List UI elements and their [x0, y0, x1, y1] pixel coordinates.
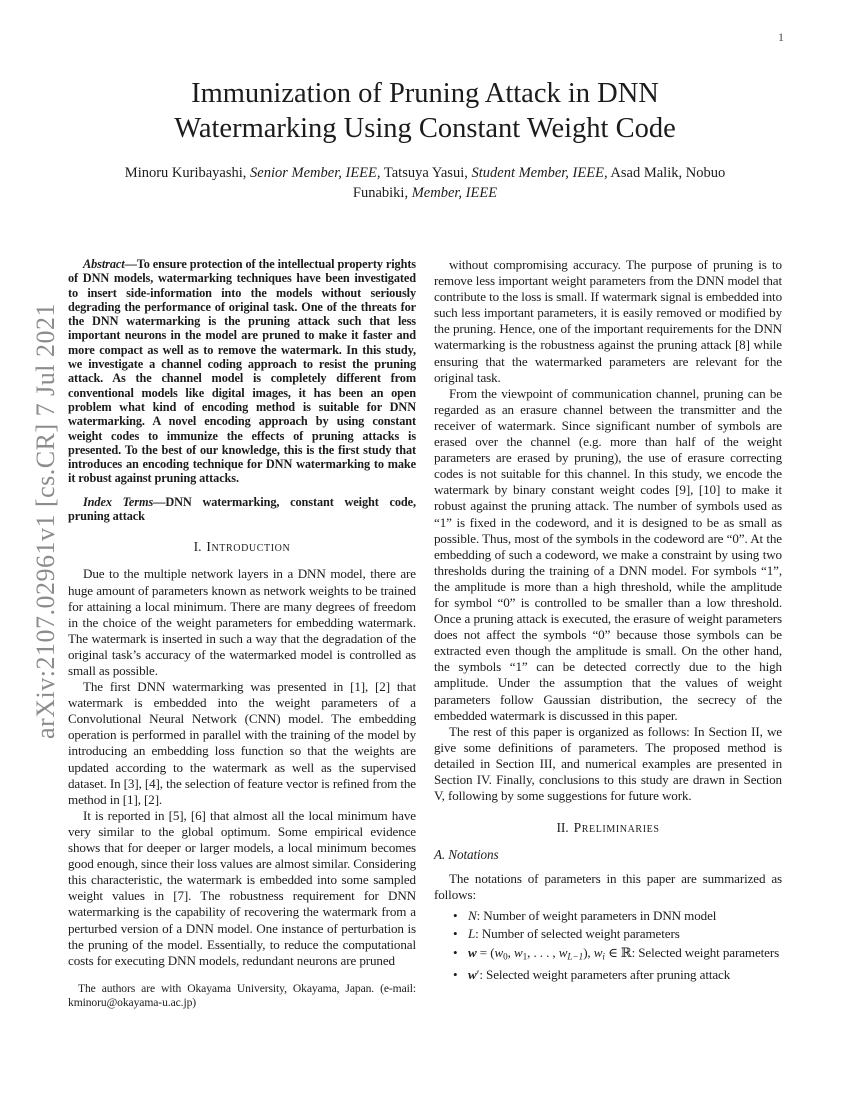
- notation-item-L: • L: Number of selected weight parameters: [468, 926, 782, 943]
- section-number: II.: [556, 820, 569, 836]
- section-number: I.: [193, 539, 202, 555]
- intro-paragraph-2: The first DNN watermarking was presented in [1], [2] that watermark is embedded into the weight parameters of a Convolutional Neural Network (CNN) model. The embedding operation is performed in parallel with the training of the model by introducing an embedding loss function so that the weights are updated according to the watermark as well as the supervised dataset. In [3], [4], the selection of feature vector is refined from the method in [1], [2].: [68, 679, 416, 807]
- author-footnote: The authors are with Okayama University, Okayama, Japan. (e-mail: kminoru@okayama-u.ac.jp): [68, 981, 416, 1009]
- notation-item-w: • w = (w0, w1, . . . , wL−1), wi ∈ ℝ: Selected weight parameters: [468, 945, 782, 965]
- index-terms-paragraph: Index Terms—DNN watermarking, constant weight code, pruning attack: [68, 494, 416, 524]
- author-line-2: Funabiki, Member, IEEE: [352, 184, 498, 201]
- section-heading-introduction: [68, 539, 416, 555]
- intro-paragraph-1: Due to the multiple network layers in a DNN model, there are huge amount of parameters known as network weights to be trained for attaining a local minimum. There are many degrees of freedom in the choice of the weight parameters for embedding watermark. The watermark is inserted in such a way that the degradation of the original task’s accuracy of the watermarked model is controlled as small as possible.: [68, 566, 416, 678]
- page-number: 1: [778, 30, 784, 44]
- two-column-body: [68, 257, 782, 1010]
- left-column: [68, 257, 416, 1010]
- intro-paragraph-3: It is reported in [5], [6] that almost all the local minimum have very similar to the global optimum. Some empirical evidence shows that for deeper or larger models, a local minimum becomes good enough, since their loss values are almost similar. Considering this characteristic, the watermark is embedded into some sampled weight values in [7]. The robustness requirement for DNN watermarking is the capability of recovering the watermark from a perturbed version of a DNN model. One instance of perturbation is the pruning of the model. Essentially, to reduce the computational costs for executing DNN models, redundant neurons are pruned: [68, 807, 416, 968]
- intro-paragraph-5: From the viewpoint of communication channel, pruning can be regarded as an erasure channel between the transmitter and the receiver of watermark. Since significant number of symbols are erased over the channel (e.g. more than half of the weight parameters are erased by pruning), the use of erasure correcting codes is not suitable for this channel. In this study, we encode the watermark by binary constant weight codes [9], [10] to make it robust against the pruning attack. The number of symbols used as “1” is fixed in the codeword, and it is designed to be as small as possible. Thus, most of the symbols in the codeword are “0”. At the embedding of such a codeword, we make a constraint by using two thresholds during the training of a DNN model. For symbols “1”, the amplitude is more than a high threshold, while the amplitude for symbol “0” is controlled to be smaller than a low threshold. Once a pruning attack is executed, the erasure of weight parameters does not affect the symbols “0” because those symbols can be extracted even though the amplitude is small. On the other hand, the symbols “1” can be detected correctly due to the high amplitude. Under the assumption that the values of weight parameters follow Gaussian distribution, the secrecy of the embedded watermark is discussed in this paper.: [434, 385, 782, 723]
- notation-item-w-prime: • w′: Selected weight parameters after pruning attack: [468, 967, 782, 984]
- paper-title-line2: Watermarking Using Constant Weight Code: [174, 113, 676, 144]
- section-heading-preliminaries: [434, 820, 782, 836]
- notation-item-N: • N: Number of weight parameters in DNN model: [468, 908, 782, 925]
- paper-title-line1: Immunization of Pruning Attack in DNN: [191, 78, 659, 109]
- author-block: [0, 164, 850, 203]
- notations-intro-paragraph: The notations of parameters in this paper are summarized as follows:: [434, 871, 782, 903]
- arxiv-stamp: arXiv:2107.02961v1 [cs.CR] 7 Jul 2021: [31, 303, 60, 739]
- author-line-1: Minoru Kuribayashi, Senior Member, IEEE, Tatsuya Yasui, Student Member, IEEE, Asad Malik, Nobuo: [124, 165, 726, 181]
- section-title: Preliminaries: [573, 820, 660, 836]
- section-title: Introduction: [206, 539, 291, 555]
- notation-list: [434, 908, 782, 984]
- abstract-paragraph: Abstract—To ensure protection of the intellectual property rights of DNN models, watermarking techniques have been investigated to insert side-information into the models without seriously degrading the performance of original task. One of the threats for the DNN watermarking is the pruning attack such that less important neurons in the model are pruned to make it faster and more compact as well as to remove the watermark. In this study, we investigate a channel coding approach to resist the pruning attack. As the channel model is completely different from conventional models like digital images, it has been an open problem what kind of encoding method is suitable for DNN watermarking. A novel encoding approach by using constant weight codes to immunize the effects of pruning attacks is presented. To the best of our knowledge, this is the first study that introduces an encoding technique for DNN watermarking to make it robust against pruning attacks.: [68, 257, 416, 486]
- right-column: [434, 257, 782, 1010]
- subsection-heading-notations: A. Notations: [434, 847, 499, 863]
- intro-paragraph-4: without compromising accuracy. The purpose of pruning is to remove less important weight parameters from the DNN model that contribute to the loss is small. If watermark signal is embedded into such less important parameters, it is easily removed or modified by the pruning. Hence, one of the important requirements for the DNN watermarking is the robustness against the pruning attack [8] while ensuring that the watermarked parameters are relevant for the original task.: [434, 257, 782, 385]
- paper-title: [0, 76, 850, 146]
- intro-paragraph-6: The rest of this paper is organized as follows: In Section II, we give some definitions of parameters. The proposed method is detailed in Section III, and numerical examples are presented in Section IV. Finally, conclusions to this study are drawn in Section V, following by some suggestions for future work.: [434, 723, 782, 804]
